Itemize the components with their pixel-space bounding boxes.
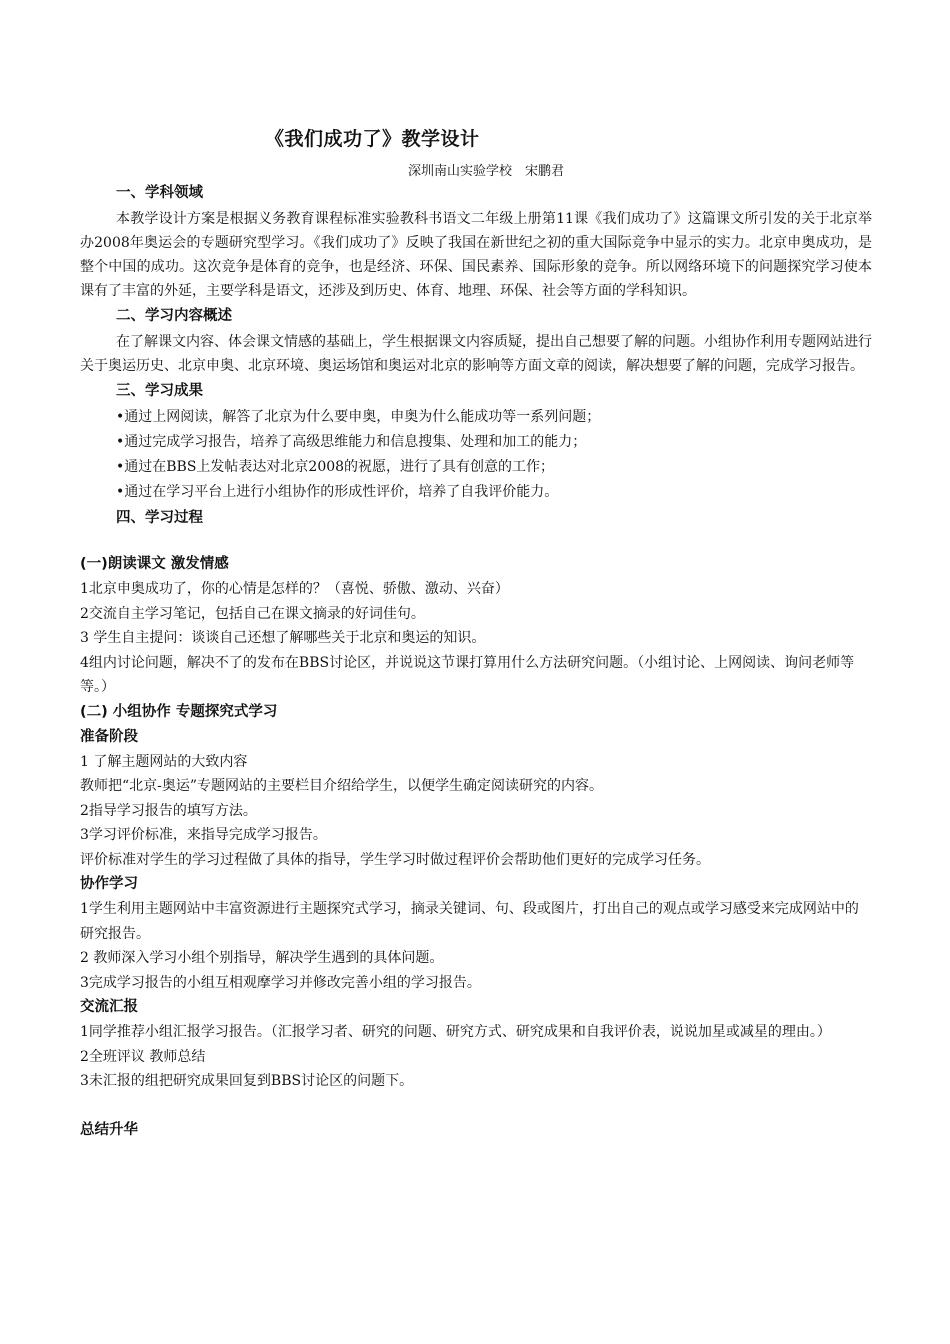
prep-heading: 准备阶段 [80,728,138,745]
collab-line: 3完成学习报告的小组互相观摩学习并修改完善小组的学习报告。 [80,974,481,991]
section-heading-2: 二、学习内容概述 [116,308,232,324]
collab-line: 2 教师深入学习小组个别指导，解决学生遇到的具体问题。 [80,950,444,966]
part-1-line: 3 学生自主提问：谈谈自己还想了解哪些关于北京和奥运的知识。 [80,630,486,646]
summary-heading: 总结升华 [80,1121,138,1138]
report-heading: 交流汇报 [80,999,138,1015]
report-line: 3未汇报的组把研究成果回复到BBS讨论区的问题下。 [80,1073,414,1089]
prep-line: 评价标准对学生的学习过程做了具体的指导，学生学习时做过程评价会帮助他们更好的完成学习任务。 [80,851,710,868]
document-body [80,180,872,1143]
section-1-paragraph: 本教学设计方案是根据义务教育课程标准实验教科书语文二年级上册第11课《我们成功了》这篇课文所引发的关于北京举办2008年奥运会的专题研究型学习。《我们成功了》反映了我国在新世纪之初的重大国际竞争中显示的实力。北京申奥成功，是整个中国的成功。这次竞争是体育的竞争，也是经济、环保、国民素养、国际形象的竞争。所以网络环境下的问题探究学习使本课有了丰富的外延，主要学科是语文，还涉及到历史、体育、地理、环保、社会等方面的学科知识。 [80,211,872,299]
outcome-bullet: •通过上网阅读，解答了北京为什么要申奥，申奥为什么能成功等一系列问题； [116,409,601,425]
spacer [80,1094,872,1118]
outcome-bullet: •通过在学习平台上进行小组协作的形成性评价，培养了自我评价能力。 [116,484,559,500]
report-line: 1同学推荐小组汇报学习报告。（汇报学习者、研究的问题、研究方式、研究成果和自我评价表，说说加星或减星的理由。） [80,1024,831,1040]
part-2-heading: (二) 小组协作 专题探究式学习 [80,703,278,720]
section-heading-4: 四、学习过程 [116,510,203,526]
author-line: 深圳南山实验学校 宋鹏君 [408,164,565,179]
report-line: 2全班评议 教师总结 [80,1048,206,1065]
collab-line: 1学生利用主题网站中丰富资源进行主题探究式学习，摘录关键词、句、段或图片，打出自己的观点或学习感受来完成网站中的研究报告。 [80,901,859,942]
prep-line: 3学习评价标准，来指导完成学习报告。 [80,827,327,843]
prep-line: 2指导学习报告的填写方法。 [80,802,257,819]
part-1-line: 2交流自主学习笔记，包括自己在课文摘录的好词佳句。 [80,605,425,622]
part-1-heading: (一)朗读课文 激发情感 [80,556,229,572]
outcome-bullet: •通过完成学习报告，培养了高级思维能力和信息搜集、处理和加工的能力； [116,434,587,450]
document-title: 《我们成功了》教学设计 [265,128,480,150]
section-2-paragraph: 在了解课文内容、体会课文情感的基础上，学生根据课文内容质疑，提出自己想要了解的问题。小组协作利用专题网站进行关于奥运历史、北京申奥、北京环境、奥运场馆和奥运对北京的影响等方面文章的阅读，解决想要了解的问题，完成学习报告。 [80,334,872,374]
section-heading-3: 三、学习成果 [116,383,203,399]
section-heading-1: 一、学科领域 [116,185,203,201]
prep-line: 教师把“北京-奥运”专题网站的主要栏目介绍给学生，以便学生确定阅读研究的内容。 [80,778,604,794]
spacer [80,532,872,552]
part-1-line: 4组内讨论问题，解决不了的发布在BBS讨论区，并说说这节课打算用什么方法研究问题。（小组讨论、上网阅读、询问老师等等。） [80,654,855,695]
prep-line: 1 了解主题网站的大致内容 [80,753,248,770]
outcome-bullet: •通过在BBS上发帖表达对北京2008的祝愿，进行了具有创意的工作； [116,459,555,475]
collab-heading: 协作学习 [80,876,138,892]
part-1-line: 1北京申奥成功了，你的心情是怎样的？（喜悦、骄傲、激动、兴奋） [80,581,509,597]
